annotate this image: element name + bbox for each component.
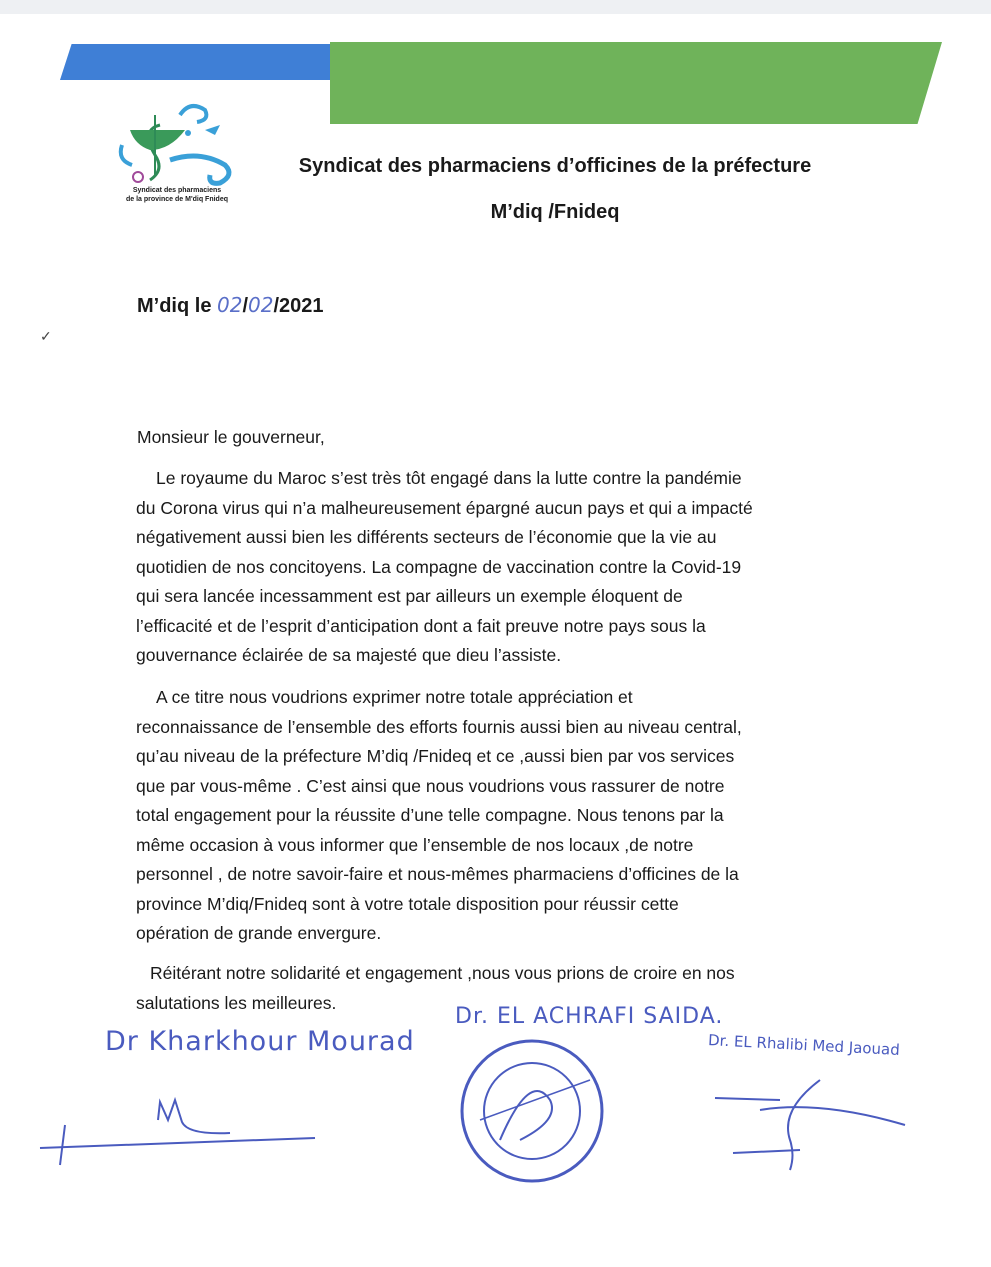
date-day: 02 [217,293,243,317]
salutation: Monsieur le gouverneur, [137,427,325,447]
text-line: province M’diq/Fnideq sont à votre totale disposition pour réussir cette [136,893,679,914]
letter-date: M’diq le 02/02/2021 [137,293,324,317]
signature-mark-3 [715,1080,905,1170]
text-line: qui sera lancée incessamment est par ailleurs un exemple éloquent de [136,586,683,606]
signature-name-3: Dr. EL Rhalibi Med Jaouad [707,1030,901,1060]
text-line: l’efficacité et de l’esprit d’anticipation dont a fait preuve notre pays sous la [136,615,706,636]
signature-mark-1 [40,1100,315,1165]
text-line: Réitérant notre solidarité et engagement ,nous vous prions de croire en nos [150,963,735,983]
text-line: Le royaume du Maroc s’est très tôt engagé dans la lutte contre la pandémie [156,468,742,488]
text-line: que par vous-même . C’est ainsi que nous voudrions vous rassurer de notre [136,775,725,796]
date-prefix: M’diq le [137,295,217,317]
official-stamp [462,1041,602,1181]
text-line: opération de grande envergure. [136,923,382,943]
text-line: négativement aussi bien les différents secteurs de l’économie que la vie au [136,527,717,547]
text-line: qu’au niveau de la préfecture M’diq /Fnideq et ce ,aussi bien par vos services [136,746,735,766]
check-mark: ✓ [40,328,52,344]
text-line: salutations les meilleures. [136,992,337,1013]
text-line: A ce titre nous voudrions exprimer notre totale appréciation et [156,687,633,707]
logo-caption-line1: Syndicat des pharmaciens [132,187,222,194]
text-line: gouvernance éclairée de sa majesté que dieu l’assiste. [136,645,562,665]
logo-caption-line2: de la province de M'diq Fnideq [125,196,228,203]
date-month: 02 [248,293,274,317]
signature-name-2: Dr. EL ACHRAFI SAIDA. [455,1004,724,1029]
text-line: total engagement pour la réussite d’une telle compagne. Nous tenons par la [136,805,724,825]
letterhead-title: Syndicat des pharmaciens d’officines de la préfecture [298,155,812,177]
text-line: quotidien de nos concitoyens. La compagne de vaccination contre la Covid-19 [136,556,742,577]
date-year: /2021 [273,295,324,317]
text-line: reconnaissance de l’ensemble des efforts fournis aussi bien au niveau central, [136,716,742,737]
signature-name-1: Dr Kharkhour Mourad [105,1026,415,1057]
text-line: même occasion à vous informer que l’ensemble de nos locaux ,de notre [136,834,694,855]
letterhead-subtitle: M’diq /Fnideq [490,201,620,223]
text-line: du Corona virus qui n’a malheureusement épargné aucun pays et qui a impacté [136,497,753,518]
text-line: personnel , de notre savoir-faire et nous-mêmes pharmaciens d’officines de la [136,864,739,884]
